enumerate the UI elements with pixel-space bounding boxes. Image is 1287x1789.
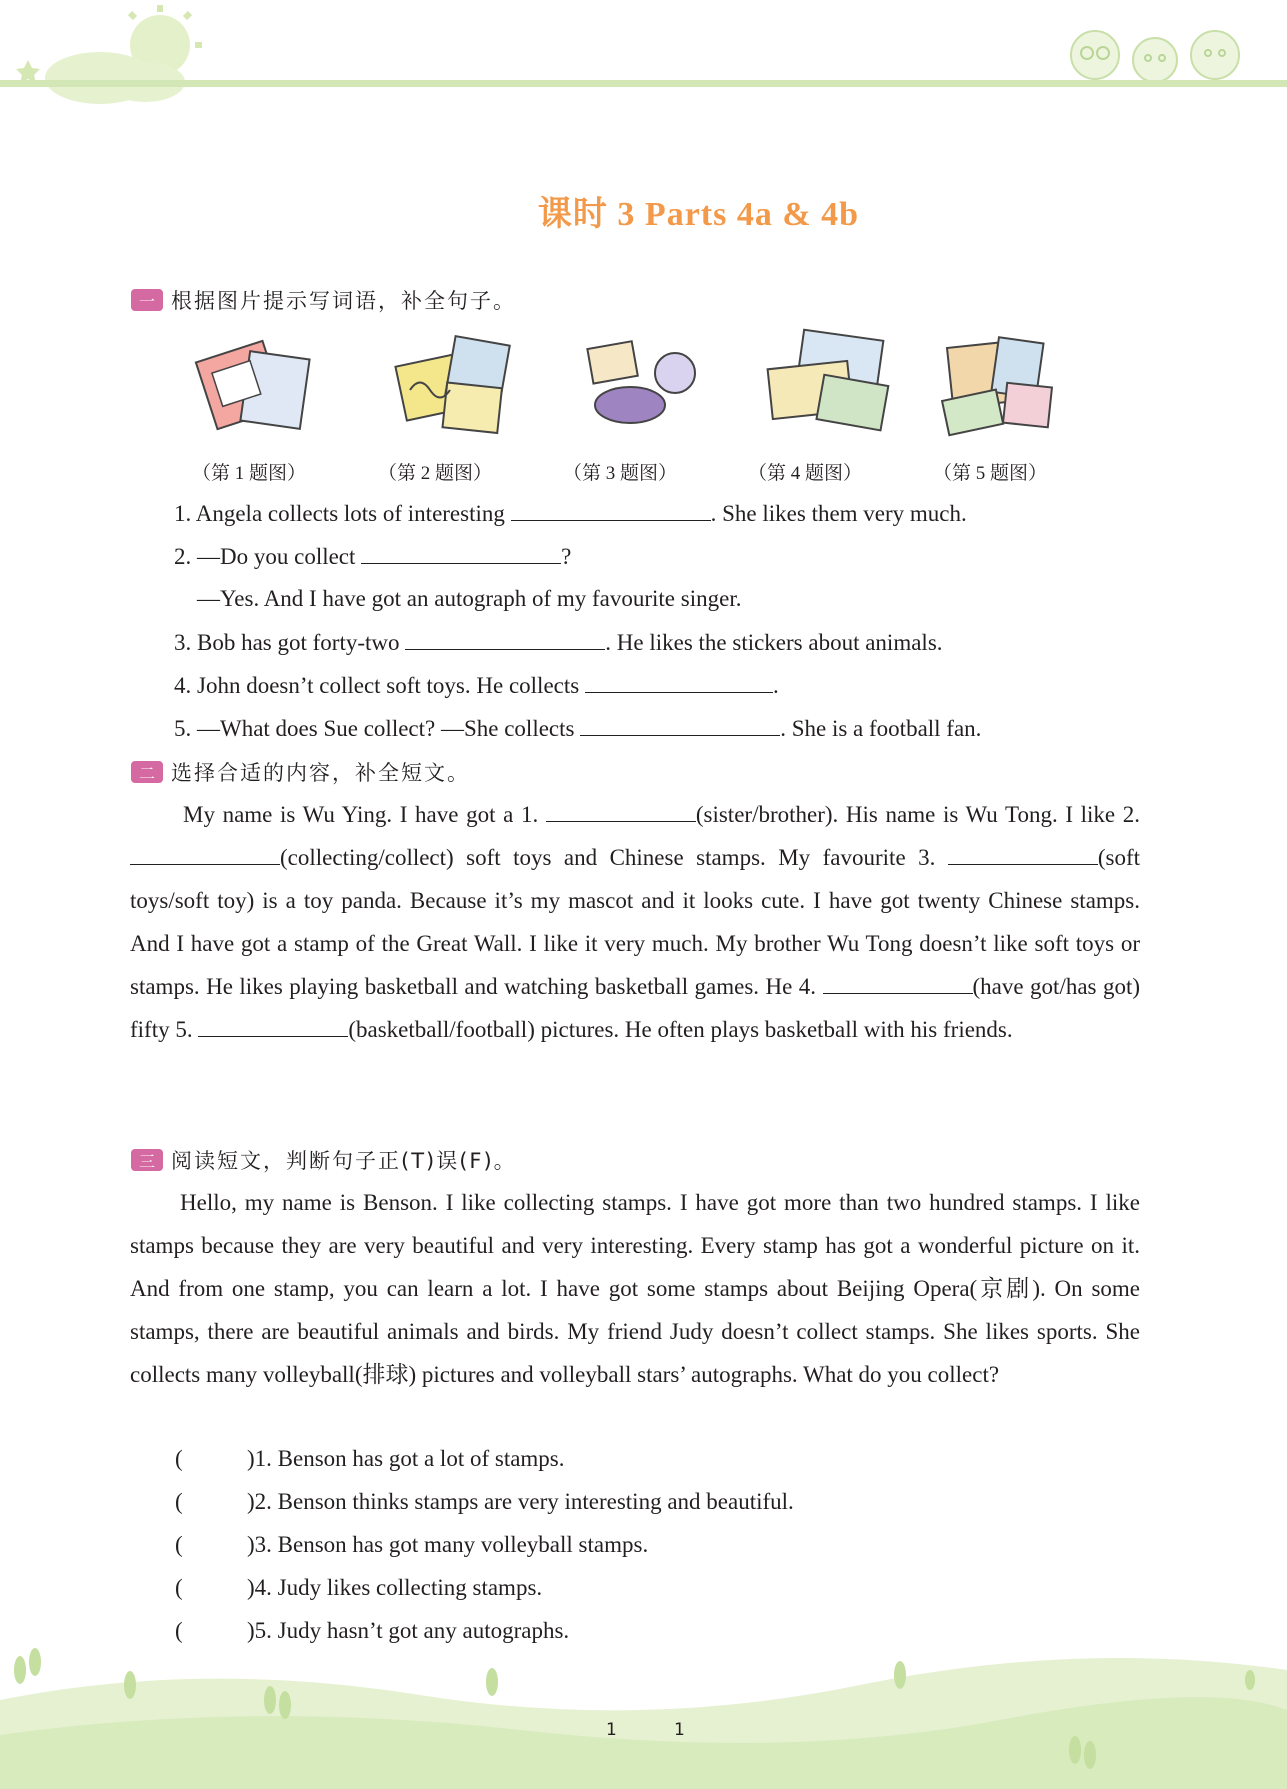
caption-1: （第 1 题图） bbox=[192, 463, 307, 484]
passage-blank-3[interactable] bbox=[948, 844, 1098, 865]
question-2: 2. —Do you collect ? bbox=[174, 544, 572, 569]
caption-4: （第 4 题图） bbox=[748, 463, 863, 484]
photos-picture bbox=[930, 325, 1070, 445]
section-2-passage: My name is Wu Ying. I have got a 1. (sister/brother). His name is Wu Tong. I like 2. (collecting/collect) soft toys and Chinese stamps. My favourite 3. (soft toys/soft toy) is a toy panda. Because it’s my mascot and it looks cute. I have got twenty Chinese stamps. And I have got a stamp of the Great Wall. I like it very much. My brother Wu Tong doesn’t like soft toys or stamps. He likes playing basketball and watching basketball games. He 4. (have got/has got) fifty 5. (basketball/football) pictures. He often plays basketball with his friends. bbox=[130, 802, 1141, 1042]
answer-blank-5[interactable] bbox=[580, 715, 780, 736]
autographs-picture bbox=[390, 325, 530, 445]
section-2-badge: 二 bbox=[131, 761, 163, 783]
statement-4: ( )4. Judy likes collecting stamps. bbox=[175, 1575, 543, 1600]
question-2-reply: —Yes. And I have got an autograph of my favourite singer. bbox=[197, 586, 742, 611]
footer-landscape-decoration bbox=[0, 1640, 1287, 1789]
statement-3: ( )3. Benson has got many volleyball stamps. bbox=[175, 1532, 649, 1557]
header-rule bbox=[0, 80, 1287, 87]
answer-blank-3[interactable] bbox=[405, 629, 605, 650]
section-1-title: 根据图片提示写词语，补全句子。 bbox=[171, 289, 516, 313]
caption-2: （第 2 题图） bbox=[378, 463, 493, 484]
header-animals-decoration bbox=[1055, 20, 1255, 85]
statement-5: ( )5. Judy hasn’t got any autographs. bbox=[175, 1618, 570, 1643]
section-3-badge: 三 bbox=[131, 1149, 163, 1171]
answer-paren-1[interactable]: ( bbox=[175, 1446, 183, 1471]
page-title: 课时 3 Parts 4a & 4b bbox=[537, 196, 860, 233]
answer-paren-5[interactable]: ( bbox=[175, 1618, 183, 1643]
question-4: 4. John doesn’t collect soft toys. He collects . bbox=[174, 673, 779, 698]
page-number-right: 1 bbox=[674, 1720, 685, 1740]
section-2-heading bbox=[131, 757, 470, 787]
passage-blank-1[interactable] bbox=[546, 801, 696, 822]
question-5: 5. —What does Sue collect? —She collects . She is a football fan. bbox=[174, 716, 982, 741]
section-1-heading bbox=[131, 285, 516, 315]
answer-paren-3[interactable]: ( bbox=[175, 1532, 183, 1557]
answer-blank-1[interactable] bbox=[511, 500, 711, 521]
stamps-letters-picture bbox=[760, 325, 900, 445]
answer-paren-4[interactable]: ( bbox=[175, 1575, 183, 1600]
section-3-title: 阅读短文，判断句子正(T)误(F)。 bbox=[171, 1149, 517, 1173]
page-number-left: 1 bbox=[606, 1720, 617, 1740]
caption-5: （第 5 题图） bbox=[933, 463, 1048, 484]
passage-blank-2[interactable] bbox=[130, 844, 280, 865]
question-3: 3. Bob has got forty-two . He likes the stickers about animals. bbox=[174, 630, 943, 655]
section-3-passage: Hello, my name is Benson. I like collecting stamps. I have got more than two hundred stamps. I like stamps because they are very beautiful and very interesting. Every stamp has got a wonderful picture on it. And from one stamp, you can learn a lot. I have got some stamps about Beijing Opera(京剧). On some stamps, there are beautiful animals and birds. My friend Judy doesn’t collect stamps. She likes sports. She collects many volleyball(排球) pictures and volleyball stars’ autographs. What do you collect? bbox=[130, 1190, 1140, 1387]
stickers-picture bbox=[185, 325, 325, 445]
section-2-title: 选择合适的内容，补全短文。 bbox=[171, 761, 470, 785]
passage-blank-5[interactable] bbox=[198, 1016, 348, 1037]
question-1: 1. Angela collects lots of interesting . She likes them very much. bbox=[174, 501, 967, 526]
animal-stickers-picture bbox=[575, 325, 715, 445]
caption-3: （第 3 题图） bbox=[563, 463, 678, 484]
answer-blank-2[interactable] bbox=[361, 543, 561, 564]
section-1-badge: 一 bbox=[131, 289, 163, 311]
answer-paren-2[interactable]: ( bbox=[175, 1489, 183, 1514]
passage-blank-4[interactable] bbox=[823, 973, 973, 994]
section-3-heading bbox=[131, 1145, 517, 1175]
header-sun-cloud-decoration bbox=[0, 0, 220, 110]
answer-blank-4[interactable] bbox=[585, 672, 773, 693]
statement-2: ( )2. Benson thinks stamps are very interesting and beautiful. bbox=[175, 1489, 794, 1514]
statement-1: ( )1. Benson has got a lot of stamps. bbox=[175, 1446, 565, 1471]
